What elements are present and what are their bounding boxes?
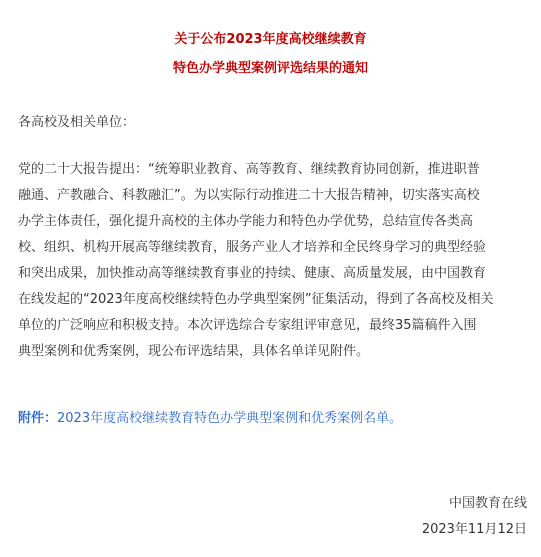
signature-block	[422, 491, 527, 543]
body-line: 办学主体责任，强化提升高校的主体办学能力和特色办学优势，总结宣传各类高	[18, 214, 474, 229]
salutation: 各高校及相关单位：	[18, 115, 136, 130]
body-line: 校、组织、机构开展高等继续教育，服务产业人才培养和全民终身学习的典型经验	[18, 240, 487, 255]
signature-organization: 中国教育在线	[448, 496, 527, 511]
body-line: 和突出成果，加快推动高等继续教育事业的持续、健康、高质量发展，由中国教育	[18, 266, 487, 281]
notice-title-line-1: 关于公布2023年度高校继续教育	[174, 32, 367, 47]
body-line: 在线发起的“2023年度高校继续特色办学典型案例”征集活动，得到了各高校及相关	[18, 292, 494, 307]
signature-date: 2023年11月12日	[421, 522, 527, 537]
notice-body-paragraph	[18, 157, 528, 365]
notice-title-line-2: 特色办学典型案例评选结果的通知	[172, 61, 368, 76]
attachment-label: 附件：	[18, 411, 58, 426]
body-line: 党的二十大报告提出：“统筹职业教育、高等教育、继续教育协同创新，推进职普	[18, 162, 480, 177]
attachment-link[interactable]: 2023年度高校继续教育特色办学典型案例和优秀案例名单。	[57, 411, 403, 426]
body-line: 融通、产教融合、科教融汇”。为以实际行动推进二十大报告精神，切实落实高校	[18, 188, 480, 203]
attachment-line[interactable]	[18, 410, 402, 428]
body-line: 单位的广泛响应和积极支持。本次评选综合专家组评审意见，最终35篇稿件入围	[18, 318, 477, 333]
body-line: 典型案例和优秀案例，现公布评选结果，具体名单详见附件。	[18, 344, 370, 359]
